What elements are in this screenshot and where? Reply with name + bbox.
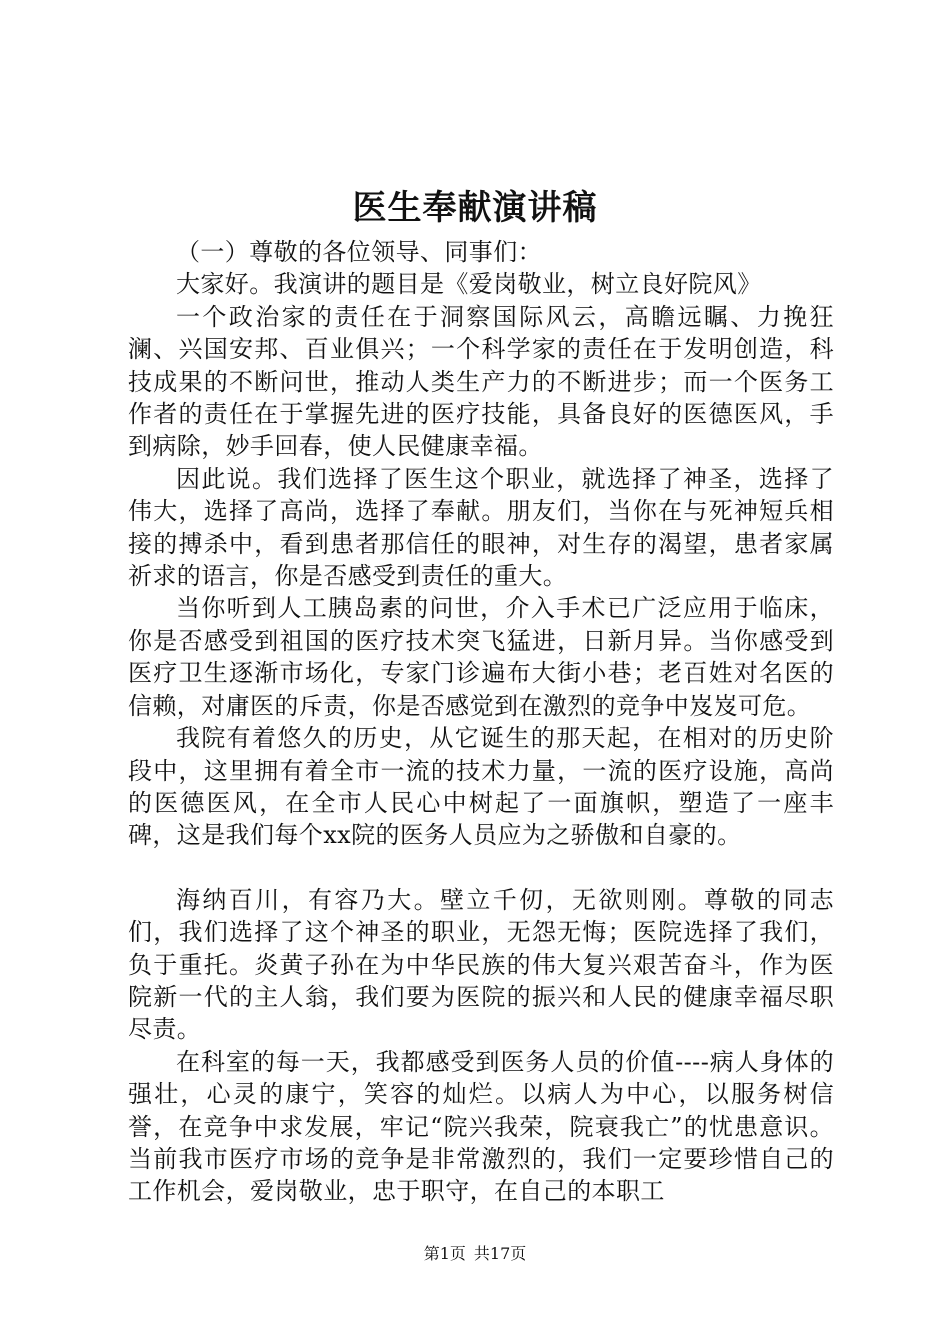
paragraph: 海纳百川，有容乃大。壁立千仞，无欲则刚。尊敬的同志们，我们选择了这个神圣的职业，无怨无悔；医院选择了我们，负于重托。炎黄子孙在为中华民族的伟大复兴艰苦奋斗，作为医院新一代的主人翁，我们要为医院的振兴和人民的健康幸福尽职尽责。 xyxy=(128,885,834,1044)
paragraph: 在科室的每一天，我都感受到医务人员的价值----病人身体的强壮，心灵的康宁，笑容的灿烂。以病人为中心，以服务树信誉，在竞争中求发展，牢记“院兴我荣，院衰我亡”的忧患意识。当前我市医疗市场的竞争是非常激烈的，我们一定要珍惜自己的工作机会，爱岗敬业，忠于职守，在自己的本职工 xyxy=(128,1047,834,1206)
paragraph-spacer xyxy=(128,852,834,884)
paragraph-salutation: （一）尊敬的各位领导、同事们： xyxy=(176,238,542,266)
page-total: 共17页 xyxy=(473,1244,527,1263)
document-body xyxy=(128,236,834,1208)
paragraph: 因此说。我们选择了医生这个职业，就选择了神圣，选择了伟大，选择了高尚，选择了奉献。朋友们，当你在与死神短兵相接的搏杀中，看到患者那信任的眼神，对生存的渴望，患者家属祈求的语言，你是否感受到责任的重大。 xyxy=(128,464,834,591)
page-number: 第1页 xyxy=(423,1244,466,1263)
paragraph-greeting: 大家好。我演讲的题目是《爱岗敬业，树立良好院风》 xyxy=(176,270,762,299)
paragraph: 当你听到人工胰岛素的问世，介入手术已广泛应用于临床，你是否感受到祖国的医疗技术突飞猛进，日新月异。当你感受到医疗卫生逐渐市场化，专家门诊遍布大街小巷；老百姓对名医的信赖，对庸医的斥责，你是否感觉到在激烈的竞争中岌岌可危。 xyxy=(128,594,834,720)
paragraph: 一个政治家的责任在于洞察国际风云，高瞻远瞩、力挽狂澜、兴国安邦、百业俱兴；一个科学家的责任在于发明创造，科技成果的不断问世，推动人类生产力的不断进步；而一个医务工作者的责任在于掌握先进的医疗技能，具备良好的医德医风，手到病除，妙手回春，使人民健康幸福。 xyxy=(128,302,834,461)
page-footer xyxy=(0,1244,950,1264)
paragraph: 我院有着悠久的历史，从它诞生的那天起，在相对的历史阶段中，这里拥有着全市一流的技术力量，一流的医疗设施，高尚的医德医风，在全市人民心中树起了一面旗帜，塑造了一座丰碑，这是我们每个xx院的医务人员应为之骄傲和自豪的。 xyxy=(128,724,834,850)
document-title: 医生奉献演讲稿 xyxy=(352,188,598,228)
